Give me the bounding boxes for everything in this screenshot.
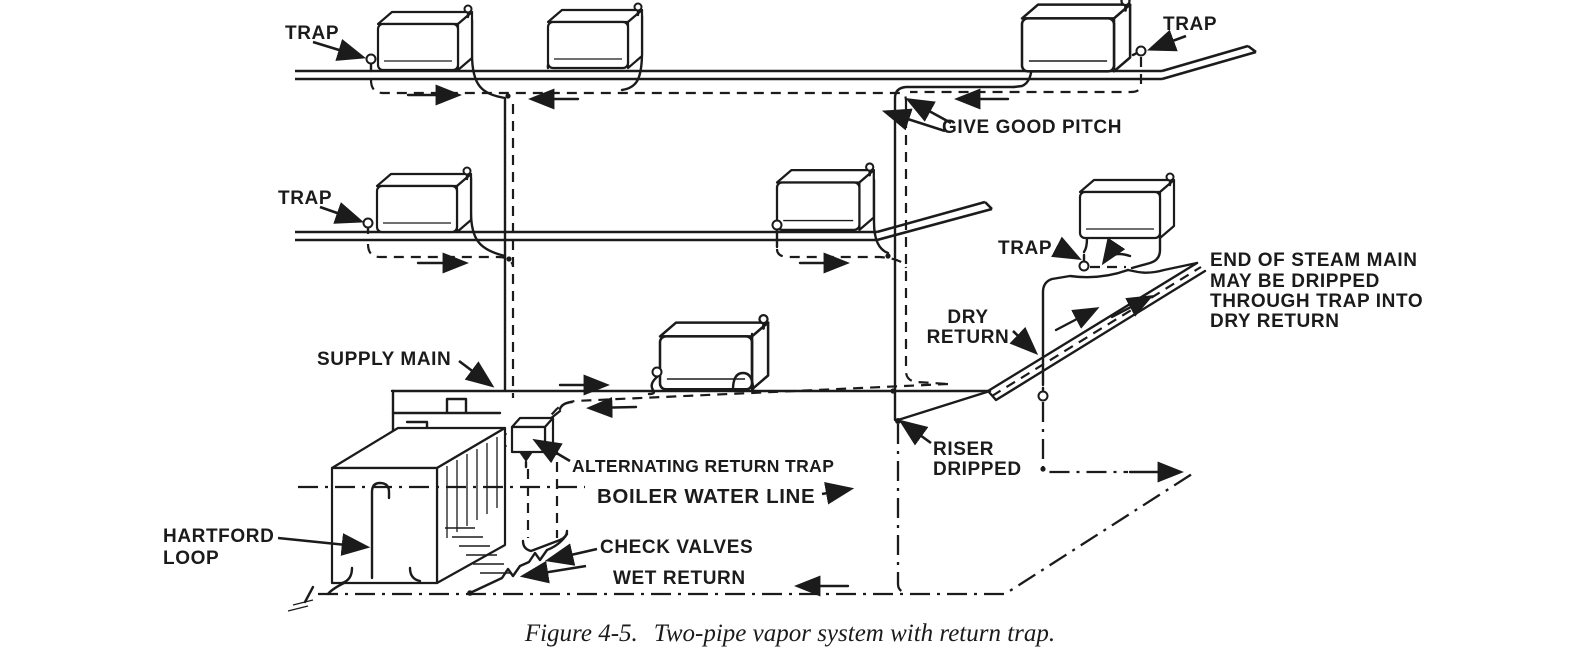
label-wet-return: WET RETURN xyxy=(613,568,746,589)
radiator xyxy=(1080,174,1174,239)
label-riser-dripped-line2: DRIPPED xyxy=(933,459,1022,480)
label-end-of-steam-main-line1: END OF STEAM MAIN xyxy=(1210,250,1418,271)
label-give-good-pitch: GIVE GOOD PITCH xyxy=(942,117,1123,138)
radiator xyxy=(377,168,471,233)
drip-valve-icon xyxy=(1039,392,1048,401)
label-boiler-water-line: BOILER WATER LINE xyxy=(597,485,816,508)
label-hartford-loop-line2: LOOP xyxy=(163,548,220,569)
label-hartford-loop-line1: HARTFORD xyxy=(163,526,275,547)
radiator xyxy=(378,6,472,71)
end-of-main-trap-icon xyxy=(1080,262,1089,271)
trap-icon xyxy=(773,221,782,230)
label-check-valves: CHECK VALVES xyxy=(600,537,754,558)
label-trap-top-left: TRAP xyxy=(285,23,340,44)
label-end-of-steam-main-line3: THROUGH TRAP INTO xyxy=(1210,291,1424,312)
figure-caption xyxy=(524,620,1055,647)
label-trap-top-right: TRAP xyxy=(1163,14,1218,35)
alternating-return-trap xyxy=(512,418,557,538)
radiators xyxy=(364,0,1175,394)
end-of-main-drip xyxy=(1039,238,1198,472)
radiator xyxy=(548,4,642,69)
trap-icon xyxy=(367,55,376,64)
figure-caption-number: Figure 4-5. xyxy=(524,620,638,647)
radiator xyxy=(777,163,874,229)
trap-icon xyxy=(364,219,373,228)
trap-icon xyxy=(653,368,662,377)
label-dry-return-line1: DRY xyxy=(947,307,989,328)
label-supply-main: SUPPLY MAIN xyxy=(317,349,452,370)
label-end-of-steam-main-line4: DRY RETURN xyxy=(1210,311,1340,332)
radiator xyxy=(1022,0,1130,71)
label-dry-return-line2: RETURN xyxy=(926,327,1010,348)
label-trap-floor2: TRAP xyxy=(278,188,333,209)
figure-caption-text: Two-pipe vapor system with return trap. xyxy=(653,620,1056,647)
label-riser-dripped-line1: RISER xyxy=(933,439,995,460)
trap-icon xyxy=(1137,47,1146,56)
label-trap-end-of-main: TRAP xyxy=(998,238,1053,259)
label-end-of-steam-main-line2: MAY BE DRIPPED xyxy=(1210,271,1380,292)
flow-arrows xyxy=(408,95,1180,586)
label-alternating-return-trap: ALTERNATING RETURN TRAP xyxy=(572,456,835,476)
boiler xyxy=(328,428,511,594)
